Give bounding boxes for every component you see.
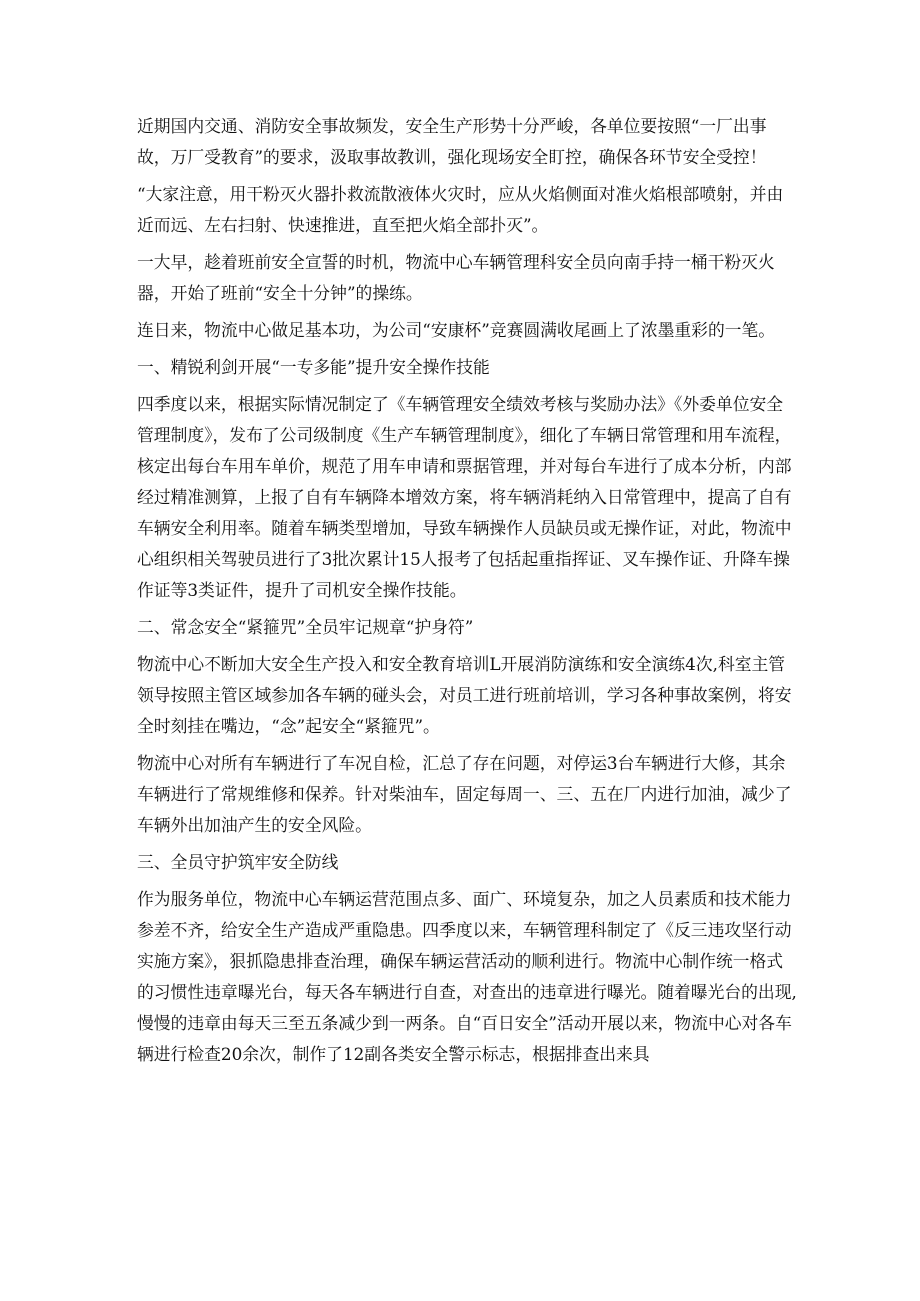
document-body	[137, 111, 797, 1076]
section-heading-2: 二、常念安全“紧箍咒”全员牢记规章“护身符”	[137, 617, 474, 637]
paragraph-section-3: 作为服务单位，物流中心车辆运营范围点多、面广、环境复杂，加之人员素质和技术能力参差不齐，给安全生产造成严重隐患。四季度以来，车辆管理科制定了《反三违攻坚行动实施方案》，狠抓隐患排查治理，确保车辆运营活动的顺利进行。物流中心制作统一格式的习惯性违章曝光台，每天各车辆进行自查，对查出的违章进行曝光。随着曝光台的出现,慢慢的违章由每天三至五条减少到一两条。自“百日安全”活动开展以来，物流中心对各车辆进行检查20余次，制作了12副各类安全警示标志，根据排查出来具	[137, 889, 797, 1064]
paragraph-section-2a: 物流中心不断加大安全生产投入和安全教育培训L开展消防演练和安全演练4次,科室主管领导按照主管区域参加各车辆的碰头会，对员工进行班前培训，学习各种事故案例，将安全时刻挂在嘴边，“念”起安全“紧箍咒”。	[137, 654, 792, 736]
section-heading-1: 一、精锐利剑开展“一专多能”提升安全操作技能	[137, 357, 490, 377]
paragraph-summary: 连日来，物流中心做足基本功，为公司“安康杯”竞赛圆满收尾画上了浓墨重彩的一笔。	[137, 320, 776, 340]
paragraph-morning-drill: 一大早，趁着班前安全宣誓的时机，物流中心车辆管理科安全员向南手持一桶干粉灭火器，开始了班前“安全十分钟”的操练。	[137, 252, 775, 303]
paragraph-section-1: 四季度以来，根据实际情况制定了《车辆管理安全绩效考核与奖励办法》《外委单位安全管理制度》，发布了公司级制度《生产车辆管理制度》，细化了车辆日常管理和用车流程，核定出每台车用车单价，规范了用车申请和票据管理，并对每台车进行了成本分析，内部经过精准测算，上报了自有车辆降本增效方案，将车辆消耗纳入日常管理中，提高了自有车辆安全利用率。随着车辆类型增加，导致车辆操作人员缺员或无操作证，对此，物流中心组织相关驾驶员进行了3批次累计15人报考了包括起重指挥证、叉车操作证、升降车操作证等3类证件，提升了司机安全操作技能。	[137, 394, 792, 600]
paragraph-quote: “大家注意，用干粉灭火器扑救流散液体火灾时，应从火焰侧面对准火焰根部喷射，并由近而远、左右扫射、快速推进，直至把火焰全部扑灭”。	[137, 184, 784, 235]
section-heading-3: 三、全员守护筑牢安全防线	[137, 852, 339, 872]
paragraph-intro: 近期国内交通、消防安全事故频发，安全生产形势十分严峻，各单位要按照“一厂出事故，万厂受教育”的要求，汲取事故教训，强化现场安全盯控，确保各环节安全受控！	[137, 116, 767, 167]
paragraph-section-2b: 物流中心对所有车辆进行了车况自检，汇总了存在问题，对停运3台车辆进行大修，其余车辆进行了常规维修和保养。针对柴油车，固定每周一、三、五在厂内进行加油，减少了车辆外出加油产生的安全风险。	[137, 753, 792, 835]
